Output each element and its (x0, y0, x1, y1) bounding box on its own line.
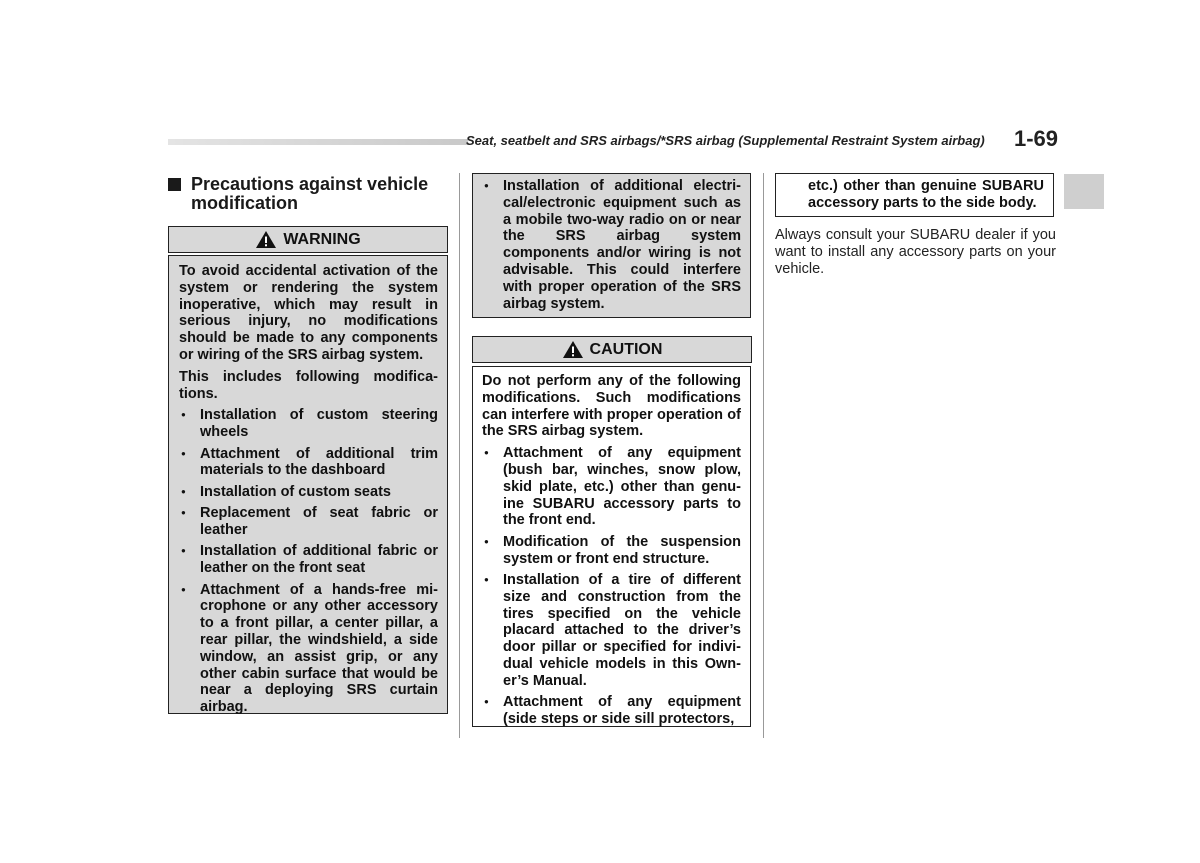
list-item: ● Modification of the suspension system or front end structure. (482, 534, 741, 568)
list-item: ● Attachment of any equipment (bush bar, winches, snow plow, skid plate, etc.) other than genu-ine SUBARU accessory parts to the front end. (482, 445, 741, 529)
column-divider-1 (459, 173, 460, 738)
list-item: ● Installation of additional electri-cal/electronic equipment such as a mobile two-way radio on or near the SRS airbag system components and/or wiring is not advisable. This could interfere with proper operation of the SRS airbag system. (482, 178, 741, 312)
caution-list (482, 445, 741, 728)
caution-label: CAUTION (589, 340, 663, 358)
chapter-tab (1064, 174, 1104, 209)
section-marker-icon (168, 178, 181, 191)
list-item: ● Installation of a tire of different size and construction from the tires specified on the vehicle placard attached to the driver’s door pillar or specified for indivi-dual vehicle models in this Own-er’s Manual. (482, 572, 741, 690)
warning-triangle-icon (255, 230, 277, 249)
warning-box-continued (472, 173, 751, 318)
caution-box (472, 366, 751, 727)
header-rule (168, 139, 468, 145)
warning-list (179, 407, 438, 716)
list-item: ● Attachment of a hands-free mi-crophone or any other accessory to a front pillar, a center pillar, a rear pillar, the windshield, a side window, an assist grip, or any other cabin surface that would be near a deploying SRS curtain airbag. (179, 582, 438, 716)
running-header: Seat, seatbelt and SRS airbags/*SRS airbag (Supplemental Restraint System airbag) (466, 133, 985, 148)
warning-includes: This includes following modifica-tions. (179, 368, 438, 402)
list-item: ● Installation of custom seats (179, 484, 438, 501)
dealer-advice: Always consult your SUBARU dealer if you want to install any accessory parts on your vehicle. (775, 227, 1056, 277)
caution-continuation: etc.) other than genuine SUBARU accessory parts to the side body. (808, 178, 1044, 211)
warning-label: WARNING (283, 230, 361, 248)
warning-list-continued (482, 178, 741, 312)
warning-intro: To avoid accidental activation of the system or rendering the system inoperative, which may result in serious injury, no modifications should be made to any components or wiring of the SRS airbag system. (179, 263, 438, 363)
column-divider-2 (763, 173, 764, 738)
list-item: ● Replacement of seat fabric or leather (179, 505, 438, 539)
warning-box (168, 255, 448, 714)
warning-header (168, 226, 448, 253)
section-heading: Precautions against vehicle modification (168, 175, 448, 213)
caution-intro: Do not perform any of the following modifications. Such modifications can interfere with proper operation of the SRS airbag system. (482, 373, 741, 440)
list-item: ● Attachment of any equipment (side steps or side sill protectors, (482, 694, 741, 728)
list-item: ● Attachment of additional trim materials to the dashboard (179, 446, 438, 480)
caution-header (472, 336, 752, 363)
caution-box-continued (775, 173, 1054, 217)
page-number: 1-69 (1014, 126, 1059, 151)
list-item: ● Installation of custom steering wheels (179, 407, 438, 441)
list-item: ● Installation of additional fabric or leather on the front seat (179, 543, 438, 577)
warning-triangle-icon (562, 340, 584, 359)
